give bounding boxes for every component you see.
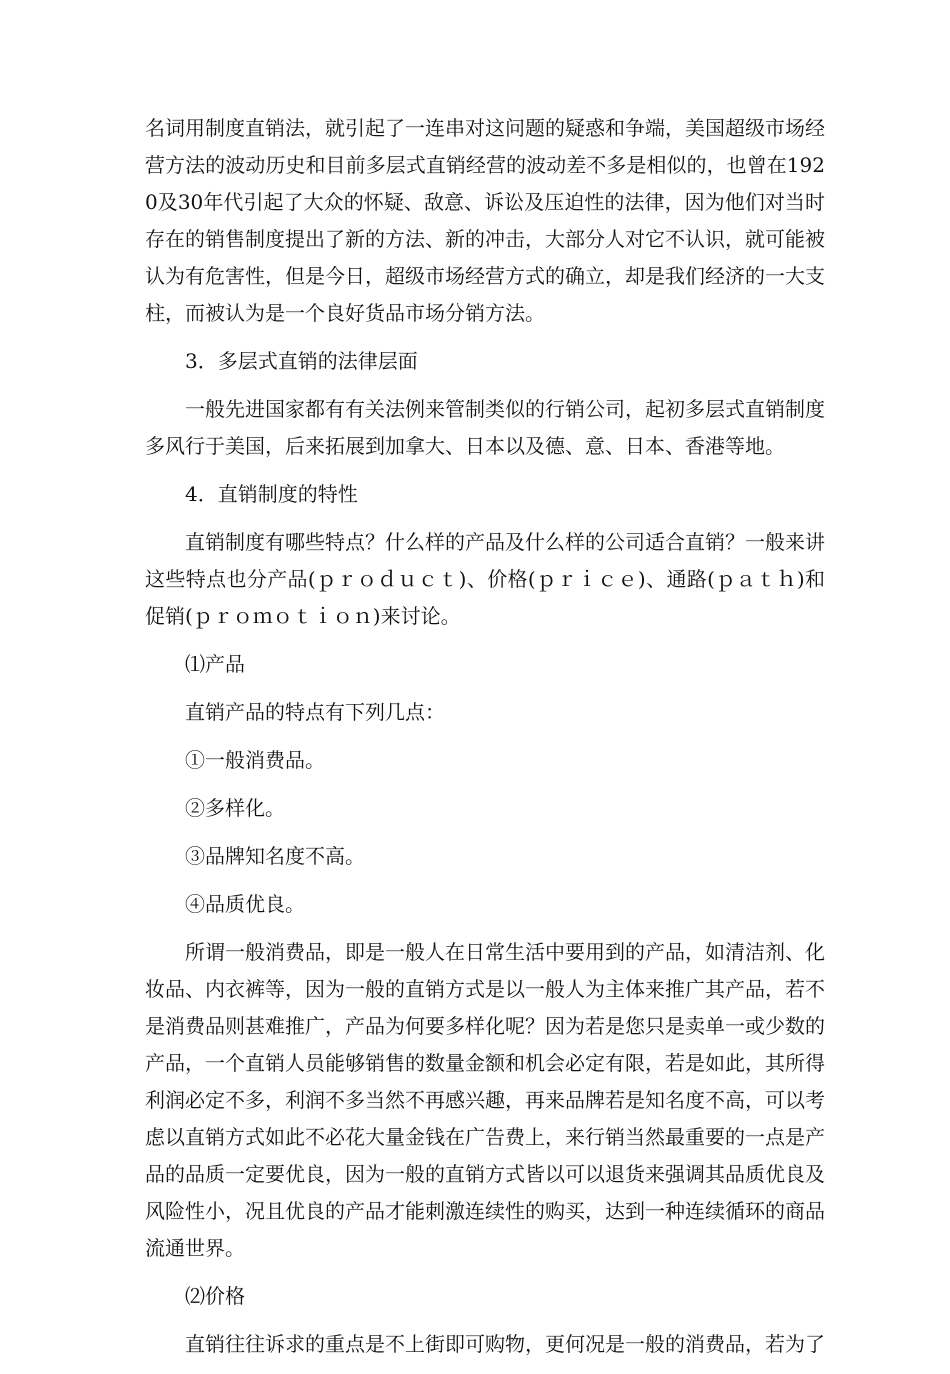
product-features-lead: 直销产品的特点有下列几点： bbox=[185, 700, 445, 724]
document-body bbox=[145, 110, 825, 1374]
section-heading-features: 4．直销制度的特性 bbox=[185, 482, 358, 506]
list-item: ④品质优良。 bbox=[185, 892, 305, 916]
list-item: ②多样化。 bbox=[185, 796, 285, 820]
paragraph-features-intro: 直销制度有哪些特点？什么样的产品及什么样的公司适合直销？一般来讲这些特点也分产品(ｐｒｏｄｕｃｔ)、价格(ｐｒｉｃｅ)、通路(ｐａｔｈ)和促销(ｐｒｏｍｏｔｉｏｎ)来讨论。 bbox=[145, 530, 825, 628]
paragraph-legal: 一般先进国家都有有关法例来管制类似的行销公司，起初多层式直销制度多风行于美国，后来拓展到加拿大、日本以及德、意、日本、香港等地。 bbox=[145, 397, 825, 458]
section-heading-legal: 3．多层式直销的法律层面 bbox=[185, 349, 418, 373]
paragraph-product-explanation: 所谓一般消费品，即是一般人在日常生活中要用到的产品，如清洁剂、化妆品、内衣裤等，因为一般的直销方式是以一般人为主体来推广其产品，若不是消费品则甚难推广，产品为何要多样化呢？因为若是您只是卖单一或少数的产品，一个直销人员能够销售的数量金额和机会必定有限，若是如此，其所得利润必定不多，利润不多当然不再感兴趣，再来品牌若是知名度不高，可以考虑以直销方式如此不必花大量金钱在广告费上，来行销当然最重要的一点是产品的品质一定要优良，因为一般的直销方式皆以可以退货来强调其品质优良及风险性小，况且优良的产品才能刺激连续性的购买，达到一种连续循环的商品流通世界。 bbox=[145, 940, 825, 1260]
paragraph-price: 直销往往诉求的重点是不上街即可购物，更何况是一般的消费品，若为了 bbox=[185, 1332, 825, 1356]
subheading-product: ⑴产品 bbox=[185, 652, 245, 676]
list-item: ①一般消费品。 bbox=[185, 748, 325, 772]
paragraph-continued: 名词用制度直销法，就引起了一连串对这问题的疑惑和争端，美国超级市场经营方法的波动历史和目前多层式直销经营的波动差不多是相似的，也曾在1920及30年代引起了大众的怀疑、敌意、诉讼及压迫性的法律，因为他们对当时存在的销售制度提出了新的方法、新的冲击，大部分人对它不认识，就可能被认为有危害性，但是今日，超级市场经营方式的确立，却是我们经济的一大支柱，而被认为是一个良好货品市场分销方法。 bbox=[145, 116, 825, 325]
subheading-price: ⑵价格 bbox=[185, 1284, 245, 1308]
list-item: ③品牌知名度不高。 bbox=[185, 844, 365, 868]
